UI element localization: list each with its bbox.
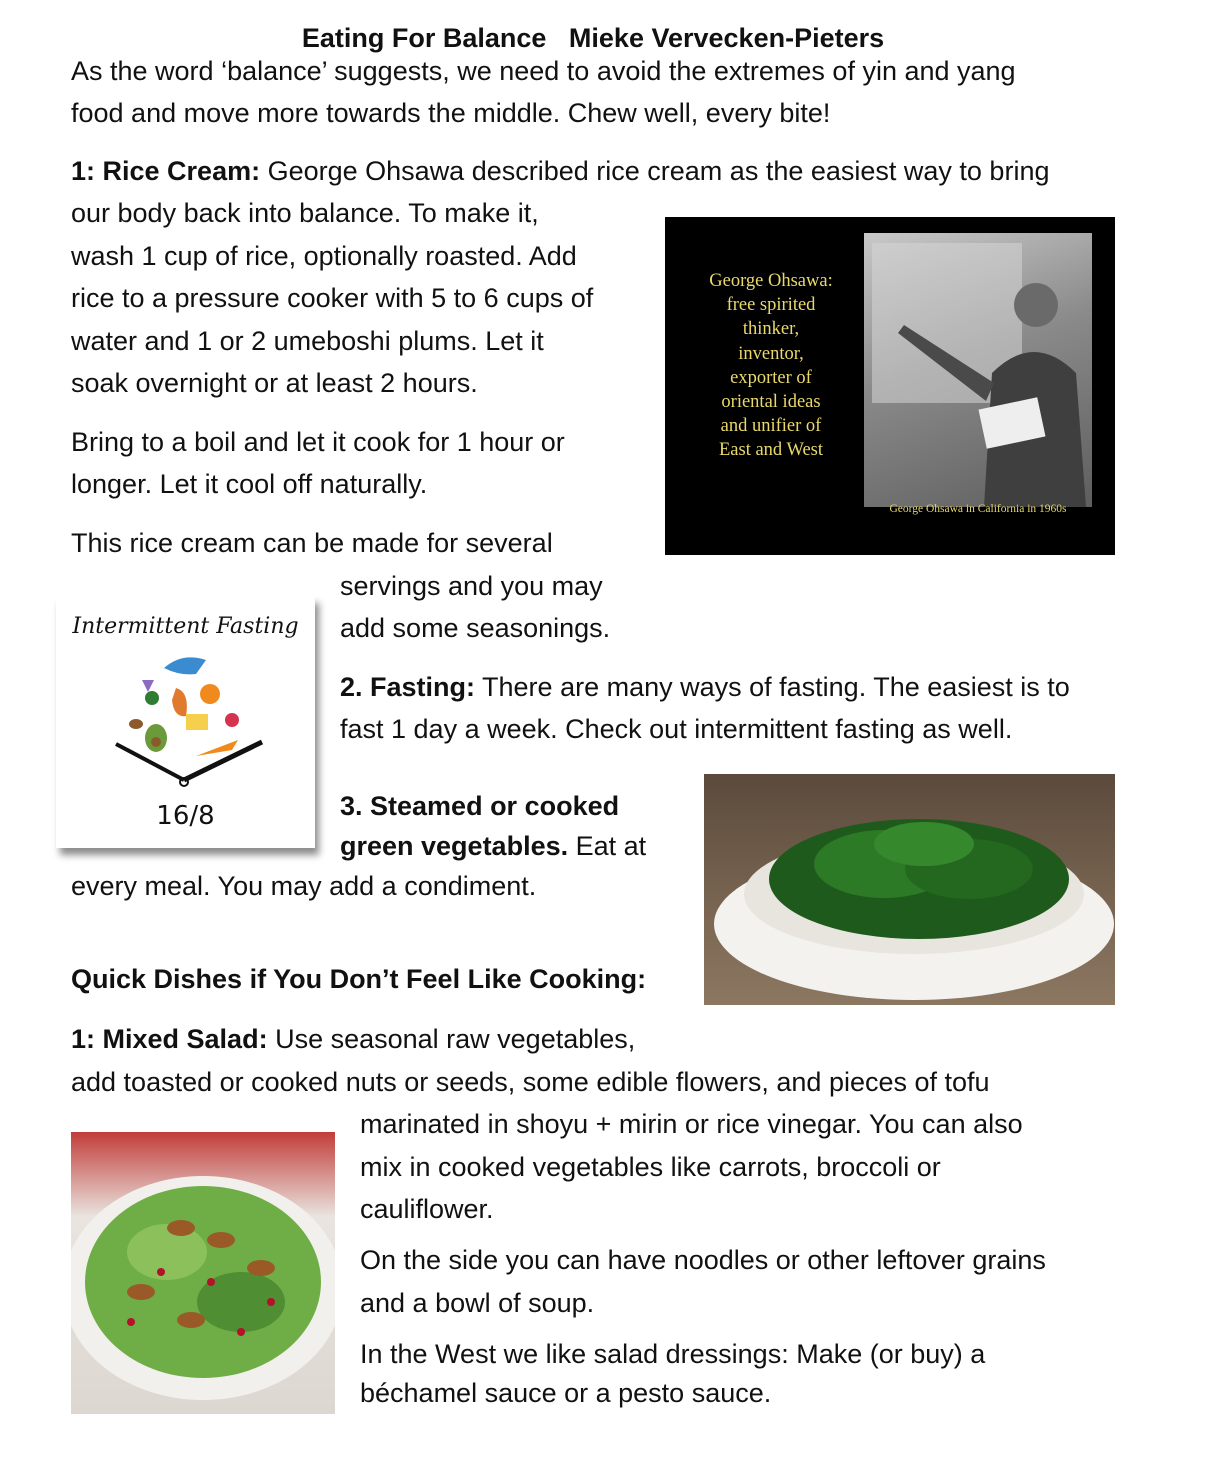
salad-heading: 1: Mixed Salad: xyxy=(71,1024,268,1054)
rice-line-6: soak overnight or at least 2 hours. xyxy=(71,368,478,398)
ohsawa-subcaption: George Ohsawa in California in 1960s xyxy=(889,503,1067,515)
salad-icon xyxy=(71,1132,335,1414)
salad-line-4: mix in cooked vegetables like carrots, broccoli or xyxy=(360,1152,941,1182)
fasting-line-1 xyxy=(340,666,1070,709)
rice-text-1: George Ohsawa described rice cream as the easiest way to bring xyxy=(260,156,1050,186)
salad-line-5: cauliflower. xyxy=(360,1194,494,1224)
fasting-text-1: There are many ways of fasting. The easiest is to xyxy=(475,672,1070,702)
page-title: Eating For Balance Mieke Vervecken-Pieters xyxy=(301,23,885,53)
rice-p3-line-1: This rice cream can be made for several xyxy=(71,528,553,558)
ohsawa-figure-icon xyxy=(864,233,1092,507)
greens-heading-1: 3. Steamed or cooked xyxy=(340,791,620,821)
salad-text-1: Use seasonal raw vegetables, xyxy=(267,1024,636,1054)
intro-line-1: As the word ‘balance’ suggests, we need to avoid the extremes of yin and yang xyxy=(71,56,1016,86)
salad-p2-line-2: and a bowl of soup. xyxy=(360,1288,595,1318)
rice-p3-line-2: servings and you may xyxy=(340,571,603,601)
rice-heading: 1: Rice Cream: xyxy=(71,156,261,186)
salad-line-3: marinated in shoyu + mirin or rice vinegar. You can also xyxy=(360,1109,1023,1139)
rice-p2-line-2: longer. Let it cool off naturally. xyxy=(71,469,428,499)
ohsawa-caption-line: oriental ideas xyxy=(721,392,821,413)
ohsawa-slide-image xyxy=(665,217,1115,555)
ohsawa-caption-line: inventor, xyxy=(738,343,804,364)
rice-line-3: wash 1 cup of rice, optionally roasted. Add xyxy=(71,241,577,271)
ohsawa-caption-line: exporter of xyxy=(730,367,812,388)
ohsawa-photo xyxy=(864,233,1092,507)
ohsawa-caption-line: free spirited xyxy=(726,295,816,316)
rice-line-2: our body back into balance. To make it, xyxy=(71,198,539,228)
salad-image xyxy=(71,1132,335,1414)
ohsawa-caption-line: East and West xyxy=(718,440,823,461)
rice-line-5: water and 1 or 2 umeboshi plums. Let it xyxy=(71,326,544,356)
intro-line-2: food and move more towards the middle. Chew well, every bite! xyxy=(71,98,831,128)
rice-line-4: rice to a pressure cooker with 5 to 6 cups of xyxy=(71,283,594,313)
salad-p3-line-2: béchamel sauce or a pesto sauce. xyxy=(360,1378,772,1408)
greens-line-2 xyxy=(340,825,646,868)
ohsawa-caption xyxy=(700,269,842,463)
salad-line-1 xyxy=(71,1018,635,1061)
food-clock-icon xyxy=(56,596,315,796)
kale-bowl-image xyxy=(704,774,1115,1005)
greens-line-3: every meal. You may add a condiment. xyxy=(71,871,537,901)
rice-line-1 xyxy=(71,150,1049,193)
salad-p2-line-1: On the side you can have noodles or other leftover grains xyxy=(360,1245,1046,1275)
fasting-ratio: 16/8 xyxy=(156,801,215,831)
rice-p3-line-3: add some seasonings. xyxy=(340,613,611,643)
salad-p3-line-1: In the West we like salad dressings: Make (or buy) a xyxy=(360,1339,986,1369)
ohsawa-caption-line: George Ohsawa: xyxy=(709,271,833,291)
greens-line-1 xyxy=(340,785,619,828)
greens-text-2: Eat at xyxy=(568,831,647,861)
greens-heading-2: green vegetables. xyxy=(340,831,569,861)
kale-bowl-icon xyxy=(704,774,1115,1005)
quick-dishes-heading: Quick Dishes if You Don’t Feel Like Cooking: xyxy=(71,964,647,994)
salad-line-2: add toasted or cooked nuts or seeds, some edible flowers, and pieces of tofu xyxy=(71,1067,990,1097)
intermittent-fasting-image xyxy=(56,596,315,848)
fasting-line-2: fast 1 day a week. Check out intermittent fasting as well. xyxy=(340,714,1013,744)
ohsawa-caption-line: and unifier of xyxy=(720,416,822,437)
fasting-heading: 2. Fasting: xyxy=(340,672,476,702)
rice-p2-line-1: Bring to a boil and let it cook for 1 hour or xyxy=(71,427,565,457)
fasting-image-title: Intermittent Fasting xyxy=(72,614,299,639)
ohsawa-caption-line: thinker, xyxy=(742,319,800,340)
